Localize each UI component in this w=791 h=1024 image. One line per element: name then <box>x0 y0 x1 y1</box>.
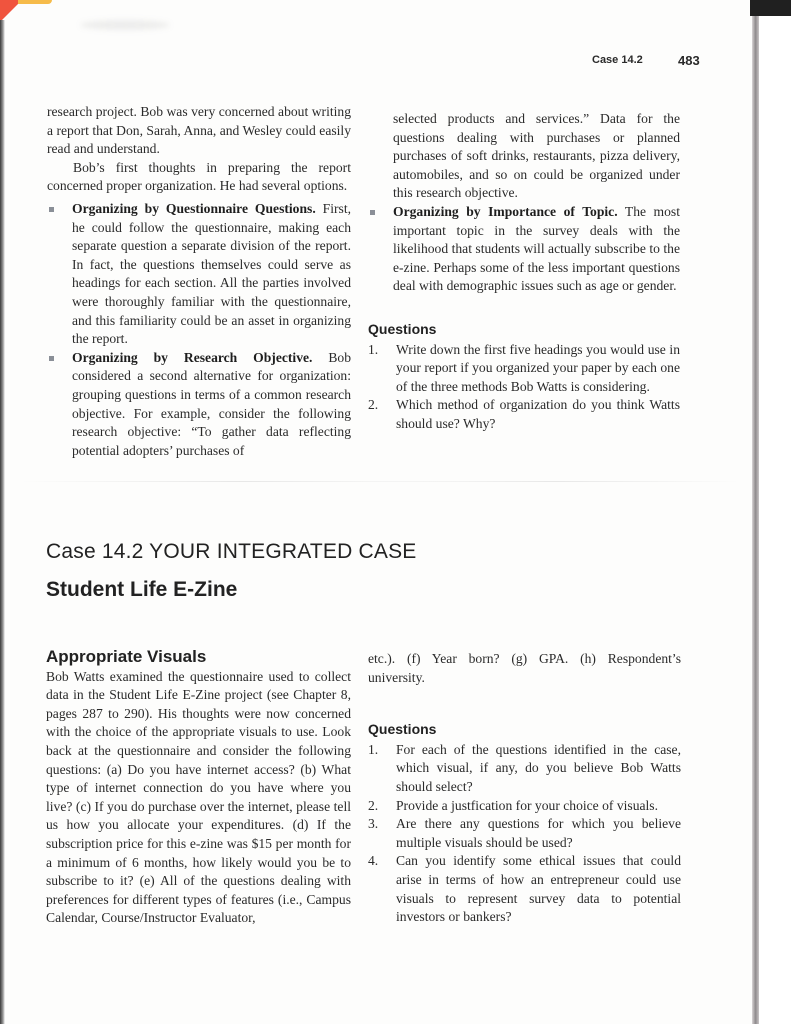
question-text: For each of the questions identified in the case, which visual, if any, do you believe Bob Watts should select? <box>396 741 681 794</box>
question-text: Are there any questions for which you believe multiple visuals should be used? <box>396 816 681 850</box>
page-left-edge <box>0 20 5 1024</box>
question-number: 2. <box>368 397 379 413</box>
question-item <box>368 396 680 433</box>
bullet-item <box>368 203 680 296</box>
paragraph: etc.). (f) Year born? (g) GPA. (h) Respondent’s university. <box>368 651 681 685</box>
question-text: Which method of organization do you think Watts should use? Why? <box>396 397 680 431</box>
page-smudge <box>80 20 170 30</box>
bullet-title: Organizing by Questionnaire Questions. <box>72 200 316 216</box>
question-item <box>368 741 681 797</box>
case-title: Case 14.2 YOUR INTEGRATED CASE <box>46 540 417 563</box>
question-text: Can you identify some ethical issues that could arise in terms of how an entrepreneur could use visuals to represent survey data to potential investors or bankers? <box>396 853 681 925</box>
page-right-edge <box>752 0 759 1024</box>
question-number: 1. <box>368 741 379 757</box>
running-head: Case 14.2 <box>592 54 643 66</box>
bottom-left-column <box>46 648 351 928</box>
corner-decoration <box>18 0 52 4</box>
question-number: 3. <box>368 816 379 832</box>
bullet-text: First, he could follow the questionnaire, making each separate question a separate division of the report. In fact, the questions themselves could serve as headings for each section. All the parties involved were thoroughly familiar with the questionnaire, and this familiarity could be an asset in organizing the report. <box>72 200 351 347</box>
background-dark-corner <box>750 0 791 16</box>
question-item <box>368 852 681 926</box>
questions-heading: Questions <box>368 721 437 738</box>
question-number: 4. <box>368 853 379 869</box>
question-number: 1. <box>368 341 379 357</box>
bullet-title: Organizing by Importance of Topic. <box>393 203 618 219</box>
bullet-text: The most important topic in the survey deals with the likelihood that students will actually subscribe to the e-zine. Perhaps some of the less important questions deal with demographic issues such as age or gender. <box>393 203 680 294</box>
bullet-text: Bob considered a second alternative for organization: grouping questions in terms of a common research objective. For example, consider the following research objective: “To gather data reflecting potential adopters’ purchases of <box>72 349 351 458</box>
question-text: Provide a justfication for your choice of visuals. <box>396 797 658 813</box>
question-number: 2. <box>368 797 379 813</box>
question-item <box>368 797 681 816</box>
background-beyond-page <box>759 0 791 1024</box>
top-left-column <box>47 103 351 460</box>
case-subtitle: Student Life E-Zine <box>46 578 238 601</box>
bullet-square-icon <box>49 356 54 361</box>
bullet-square-icon <box>49 207 54 212</box>
bullet-item <box>47 200 351 349</box>
bullet-item <box>47 349 351 461</box>
questions-heading: Questions <box>368 320 437 337</box>
question-item <box>368 815 681 852</box>
section-heading: Appropriate Visuals <box>46 647 207 666</box>
page-number: 483 <box>678 53 700 68</box>
question-item <box>368 341 680 397</box>
bullet-square-icon <box>370 210 375 215</box>
bottom-right-column <box>368 650 681 927</box>
paragraph: research project. Bob was very concerned about writing a report that Don, Sarah, Anna, and Wesley could easily read and understand. <box>47 104 351 157</box>
paragraph: Bob Watts examined the questionnaire used to collect data in the Student Life E-Zine project (see Chapter 8, pages 287 to 290). His thoughts were now concerned with the choice of the appropriate visuals to use. Look back at the questionnaire and consider the following questions: (a) Do you have internet access? (b) What type of internet connection do you have where you live? (c) If you do purchase over the internet, please tell us how you allocate your expenditures. (d) If the subscription price for this e-zine was $15 per month for a minimum of 6 months, how likely would you be to subscribe to it? (e) All of the questions dealing with preferences for different types of features (i.e., Campus Calendar, Course/Instructor Evaluator, <box>46 668 351 926</box>
paragraph: Bob’s first thoughts in preparing the report concerned proper organization. He had several options. <box>47 159 351 194</box>
bullet-title: Organizing by Research Objective. <box>72 349 313 365</box>
section-divider <box>370 481 740 482</box>
question-text: Write down the first five headings you would use in your report if you organized your paper by each one of the three methods Bob Watts is considering. <box>396 341 680 394</box>
top-right-column <box>368 110 680 434</box>
paragraph: selected products and services.” Data for the questions dealing with purchases or planned purchases of soft drinks, restaurants, pizza delivery, automobiles, and so on could be organized under this research objective. <box>393 111 680 201</box>
